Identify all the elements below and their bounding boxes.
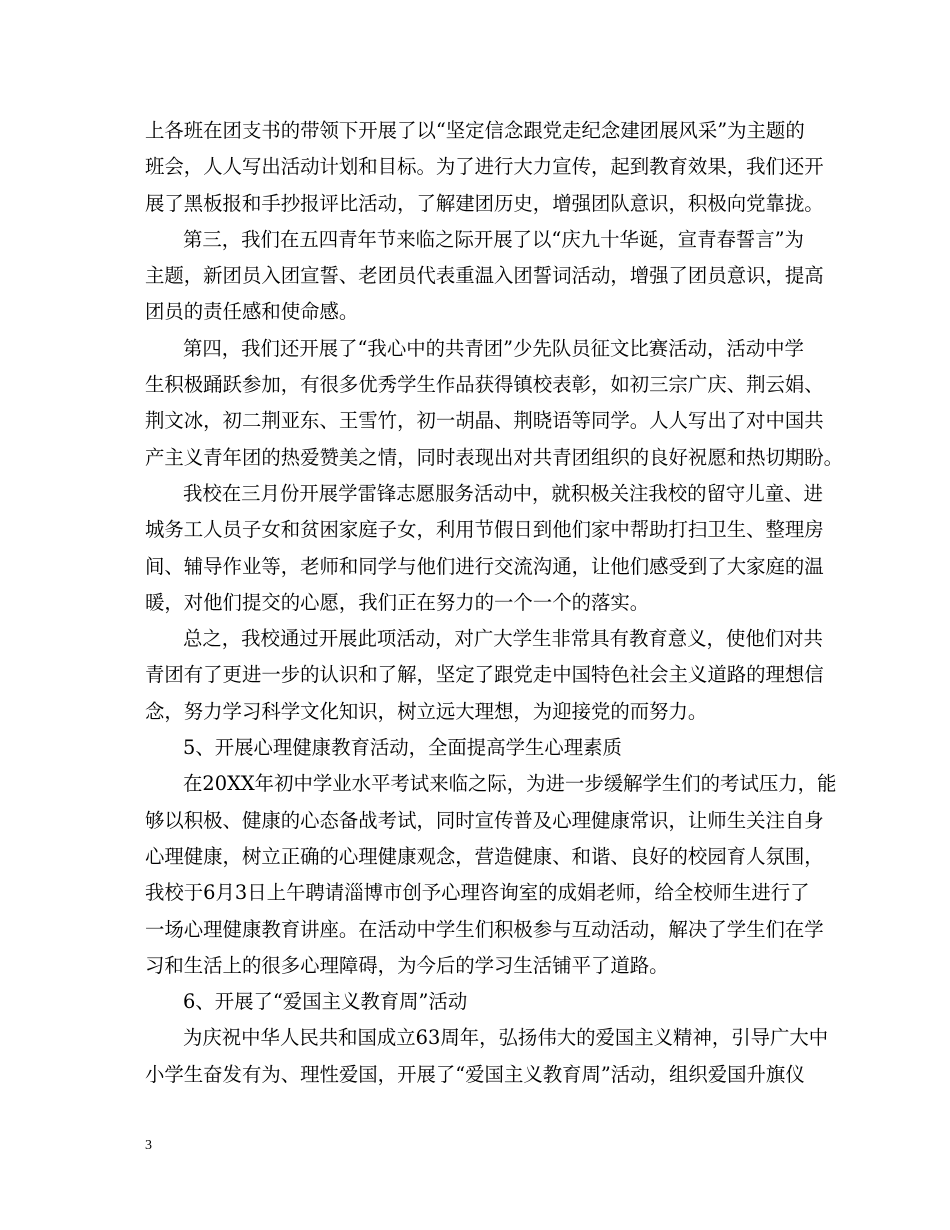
text-line: 小学生奋发有为、理性爱国，开展了“爱国主义教育周”活动，组织爱国升旗仪	[145, 1062, 805, 1086]
text-line: 荆文冰，初二荆亚东、王雪竹，初一胡晶、荆晓语等同学。人人写出了对中国共	[145, 409, 824, 433]
text-line: 够以积极、健康的心态备战考试，同时宣传普及心理健康常识，让师生关注自身	[145, 808, 824, 832]
text-line: 我校在三月份开展学雷锋志愿服务活动中，就积极关注我校的留守儿童、进	[183, 481, 823, 505]
text-line: 5、开展心理健康教育活动，全面提高学生心理素质	[183, 736, 622, 760]
text-line: 第四，我们还开展了“我心中的共青团”少先队员征文比赛活动，活动中学	[183, 336, 804, 360]
text-line: 团员的责任感和使命感。	[145, 300, 359, 324]
page-number: 3	[145, 1138, 152, 1153]
text-line: 习和生活上的很多心理障碍，为今后的学习生活铺平了道路。	[145, 953, 669, 977]
text-line: 为庆祝中华人民共和国成立63周年，弘扬伟大的爱国主义精神，引导广大中	[183, 1026, 829, 1050]
text-line: 展了黑板报和手抄报评比活动，了解建团历史，增强团队意识，积极向党靠拢。	[145, 191, 824, 215]
text-line: 念，努力学习科学文化知识，树立远大理想，为迎接党的而努力。	[145, 699, 708, 723]
body-text	[145, 113, 844, 1093]
text-line: 总之，我校通过开展此项活动，对广大学生非常具有教育意义，使他们对共	[183, 627, 823, 651]
text-line: 班会，人人写出活动计划和目标。为了进行大力宣传，起到教育效果，我们还开	[145, 155, 824, 179]
text-line: 6、开展了“爱国主义教育周”活动	[183, 990, 468, 1014]
text-line: 心理健康，树立正确的心理健康观念，营造健康、和谐、良好的校园育人氛围，	[145, 844, 824, 868]
text-line: 第三，我们在五四青年节来临之际开展了以“庆九十华诞，宣青春誓言”为	[183, 227, 804, 251]
text-line: 生积极踊跃参加，有很多优秀学生作品获得镇校表彰，如初三宗广庆、荆云娟、	[145, 373, 824, 397]
text-line: 主题，新团员入团宣誓、老团员代表重温入团誓词活动，增强了团员意识，提高	[145, 264, 824, 288]
text-line: 产主义青年团的热爱赞美之情，同时表现出对共青团组织的良好祝愿和热切期盼。	[145, 445, 844, 469]
text-line: 城务工人员子女和贫困家庭子女，利用节假日到他们家中帮助打扫卫生、整理房	[145, 518, 824, 542]
text-line: 上各班在团支书的带领下开展了以“坚定信念跟党走纪念建团展风采”为主题的	[145, 119, 805, 142]
text-line: 我校于6月3日上午聘请淄博市创予心理咨询室的成娟老师，给全校师生进行了	[145, 881, 810, 905]
text-line: 间、辅导作业等，老师和同学与他们进行交流沟通，让他们感受到了大家庭的温	[145, 554, 824, 578]
text-line: 一场心理健康教育讲座。在活动中学生们积极参与互动活动，解决了学生们在学	[145, 917, 824, 941]
text-line: 暖，对他们提交的心愿，我们正在努力的一个一个的落实。	[145, 590, 650, 614]
text-line: 青团有了更进一步的认识和了解，坚定了跟党走中国特色社会主义道路的理想信	[145, 663, 824, 687]
text-line: 在20XX年初中学业水平考试来临之际，为进一步缓解学生们的考试压力，能	[183, 772, 837, 796]
